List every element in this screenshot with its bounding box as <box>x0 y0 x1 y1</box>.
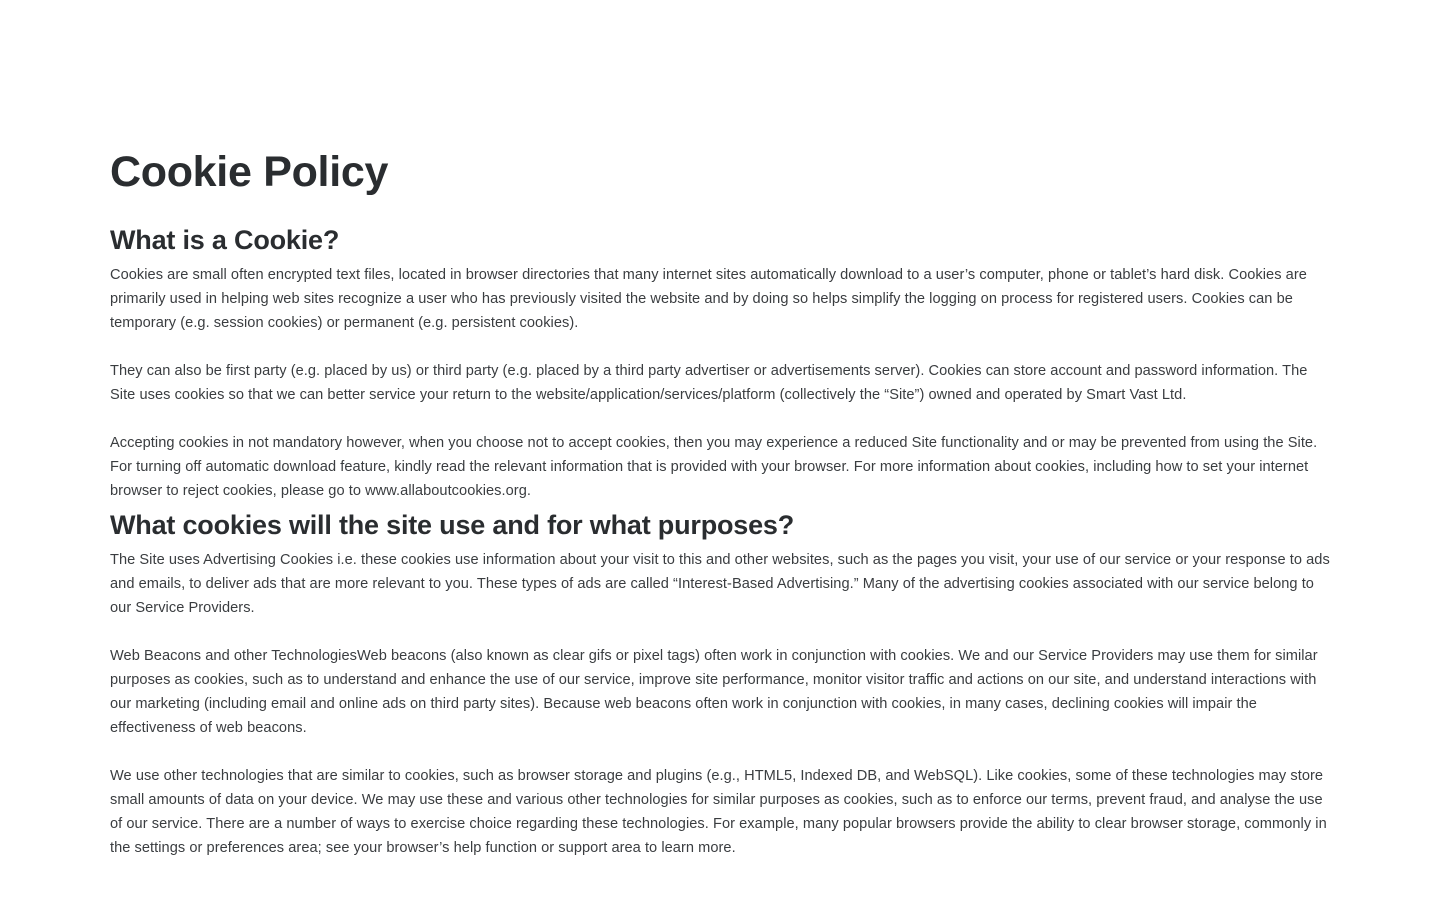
paragraph-web-beacons: Web Beacons and other TechnologiesWeb beacons (also known as clear gifs or pixel tags) often work in conjunction with cookies. We and our Service Providers may use them for similar purposes as cookies, such as to understand and enhance the use of our service, improve site performance, monitor visitor traffic and actions on our site, and understand interactions with our marketing (including email and online ads on third party sites). Because web beacons often work in conjunction with cookies, in many cases, declining cookies will impair the effectiveness of web beacons. <box>110 648 1318 736</box>
paragraph-accepting-cookies: Accepting cookies in not mandatory however, when you choose not to accept cookies, then you may experience a reduced Site functionality and or may be prevented from using the Site. For turning off automatic download feature, kindly read the relevant information that is provided with your browser. For more information about cookies, including how to set your internet browser to reject cookies, please go to www.allaboutcookies.org. <box>110 435 1318 499</box>
policy-content <box>110 146 1332 860</box>
paragraph-cookie-definition: Cookies are small often encrypted text files, located in browser directories that many internet sites automatically download to a user’s computer, phone or tablet’s hard disk. Cookies are primarily used in helping web sites recognize a user who has previously visited the website and by doing so helps simplify the logging on process for registered users. Cookies can be temporary (e.g. session cookies) or permanent (e.g. persistent cookies). <box>110 267 1307 331</box>
paragraph-advertising-cookies: The Site uses Advertising Cookies i.e. these cookies use information about your visit to this and other websites, such as the pages you visit, your use of our service or your response to ads and emails, to deliver ads that are more relevant to you. These types of ads are called “Interest-Based Advertising.” Many of the advertising cookies associated with our service belong to our Service Providers. <box>110 552 1330 616</box>
paragraph-cookie-parties: They can also be first party (e.g. placed by us) or third party (e.g. placed by a third party advertiser or advertisements server). Cookies can store account and password information. The Site uses cookies so that we can better service your return to the website/application/services/platform (collectively the “Site”) owned and operated by Smart Vast Ltd. <box>110 363 1308 403</box>
section-body-what-is-a-cookie <box>110 263 1332 503</box>
page-title: Cookie Policy <box>110 148 389 196</box>
paragraph-other-technologies: We use other technologies that are similar to cookies, such as browser storage and plugins (e.g., HTML5, Indexed DB, and WebSQL). Like cookies, some of these technologies may store small amounts of data on your device. We may use these and various other technologies for similar purposes as cookies, such as to enforce our terms, prevent fraud, and analyse the use of our service. There are a number of ways to exercise choice regarding these technologies. For example, many popular browsers provide the ability to clear browser storage, commonly in the settings or preferences area; see your browser’s help function or support area to learn more. <box>110 768 1327 856</box>
section-body-cookie-purposes <box>110 548 1332 860</box>
section-heading-what-is-a-cookie: What is a Cookie? <box>110 225 340 255</box>
section-heading-cookie-purposes: What cookies will the site use and for what purposes? <box>110 510 795 540</box>
